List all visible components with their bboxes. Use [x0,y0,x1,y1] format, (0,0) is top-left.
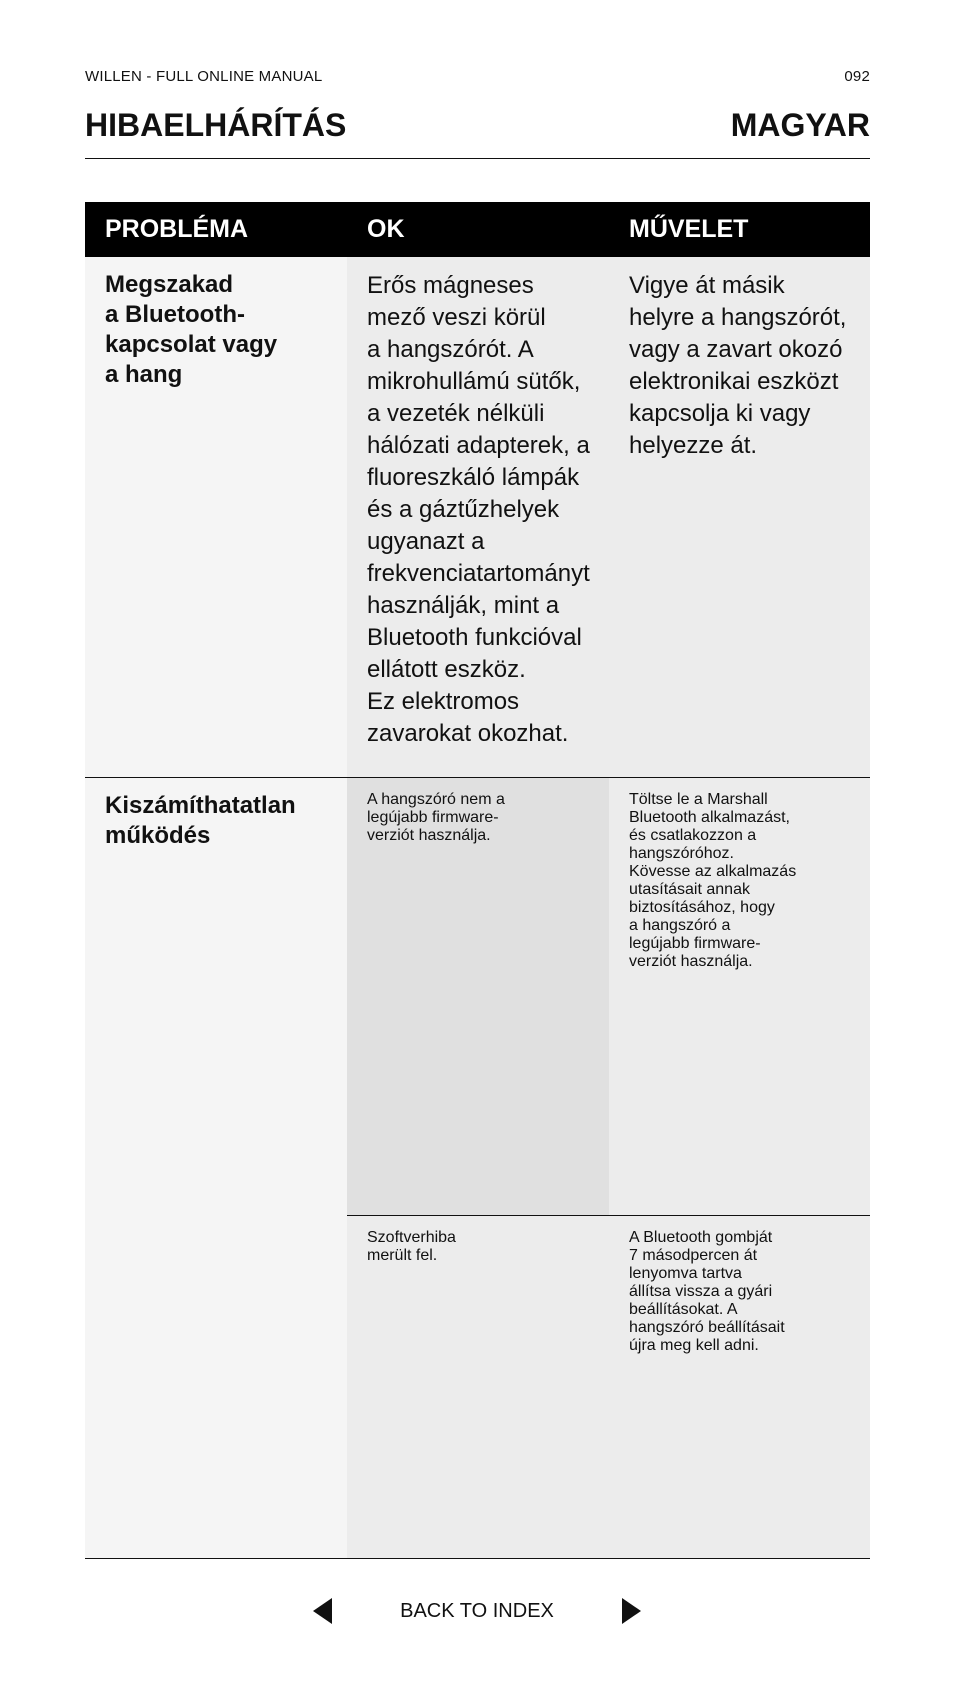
action-cell: A Bluetooth gombját 7 másodpercen át lenyomva tartva állítsa vissza a gyári beállításokat. A hangszóró beállításait újra meg kell adni. [609,1216,870,1558]
problem-cell: Megszakad a Bluetooth- kapcsolat vagy a hang [85,257,347,777]
cause-cell: Erős mágneses mező veszi körül a hangszórót. A mikrohullámú sütők, a vezeték nélküli hálózati adapterek, a fluoreszkáló lámpák és a gáztűzhelyek ugyanazt a frekvenciatartományt használják, mint a Bluetooth funkcióval ellátott eszköz. Ez elektromos zavarokat okozhat. [347,257,609,777]
column-header-cause: OK [367,215,405,243]
cause-group [347,778,870,1558]
action-cell: Vigye át másik helyre a hangszórót, vagy a zavart okozó elektronikai eszközt kapcsolja ki vagy helyezze át. [609,257,870,777]
action-cell: Töltse le a Marshall Bluetooth alkalmazást, és csatlakozzon a hangszóróhoz. Kövesse az alkalmazás utasításait annak biztosításához, hogy a hangszóró a legújabb firmware- verziót használja. [609,778,870,1215]
cause-cell: Szoftverhiba merült fel. [347,1216,609,1558]
triangle-left-icon[interactable] [313,1598,332,1624]
column-header-action: MŰVELET [629,215,749,243]
table-header [85,202,870,257]
triangle-right-icon[interactable] [622,1598,641,1624]
back-to-index-link[interactable]: BACK TO INDEX [400,1599,554,1622]
table-row [85,778,870,1558]
page-number: 092 [844,68,870,85]
table-bottom-rule [85,1558,870,1559]
problem-cell: Kiszámíthatatlan működés [85,778,347,1558]
page-navigation [0,1598,954,1624]
cause-cell: A hangszóró nem a legújabb firmware- verziót használja. [347,778,609,1215]
table-subrow [347,1216,870,1558]
troubleshooting-table [85,202,870,1559]
language-label: MAGYAR [730,107,870,143]
manual-title: WILLEN - FULL ONLINE MANUAL [85,68,323,85]
table-row [85,257,870,777]
manual-header [85,68,870,85]
section-heading [85,106,870,144]
section-title: HIBAELHÁRÍTÁS [85,107,347,143]
column-header-problem: PROBLÉMA [105,215,249,243]
heading-divider [85,158,870,159]
table-subrow [347,778,870,1215]
